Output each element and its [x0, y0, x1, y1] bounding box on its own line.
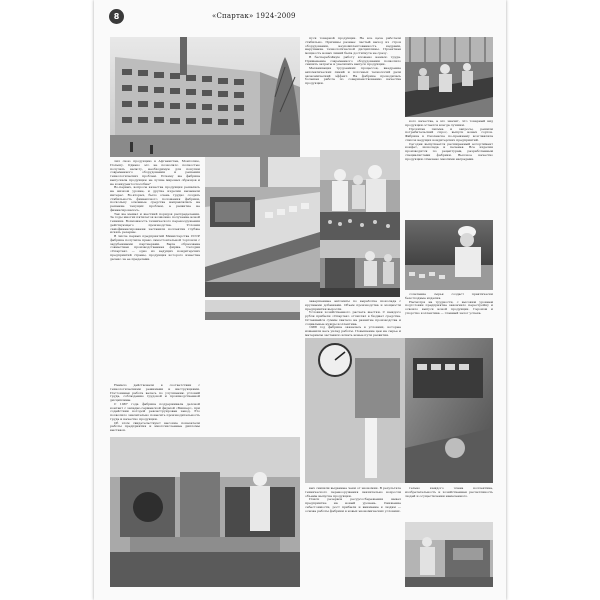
- text-col1-top: [110, 160, 200, 382]
- photo-worker-panel-image: [405, 220, 493, 290]
- paragraph: пуск товарной продукции. Не все цеха работали стабильно. Причины разные: частый выход из строя оборудования, неукомплектованность кадрами, нарушение технологической дисциплины. Проектная мощность новых линий была достигнута не сразу.: [305, 37, 401, 55]
- photo-factory-building-image: [110, 37, 300, 157]
- photo-chocolate-line-image: [110, 437, 300, 587]
- photo-packing-line: [205, 300, 300, 320]
- paragraph: Условия хозяйственного расчета жестки. С каждого рубля прибыли «Спартак» отчислял в бюджет средства. Оставшейся суммы хватало на развитие производства и социальные нужды коллектива.: [305, 310, 401, 326]
- paragraph: Несмотря на трудности, с высоким уровнем подготовки предприятие закончило перестройку и освоило выпуск новой продукции. Героизм и упорство коллектива — главный залог успеха.: [405, 299, 493, 315]
- photo-chocolate-line: [110, 437, 300, 587]
- photo-workers-machines: [320, 240, 400, 297]
- paragraph: Сегодня выпускается расширенный ассортимент конфет, шоколада и печенья. Все изделия производятся по рецептурам, разработанным специалистами фабрики. Высокое качество продукции отмечено многими наградами.: [405, 141, 493, 161]
- text-col3-mid: [405, 293, 493, 335]
- paragraph: Механизация трудоемких процессов, внедрение автоматических линий и поточных технологий дали экономический эффект. На фабрике проводилась большая работа по совершенствованию качества продукции.: [305, 66, 401, 85]
- photo-mechanic-machine: [405, 522, 493, 587]
- magazine-page: [94, 0, 506, 600]
- photo-candy-wrapping: [320, 150, 400, 240]
- paragraph: С 1987 года фабрика поддерживала деловой контакт с западно-германской фирмой «Биккер», при содействии которой реконструирован завод. Это позволило значительно повысить производительность труда и качество продукции.: [110, 401, 200, 421]
- paragraph: сочетание сырья создаст практически безотходные изделия.: [405, 293, 493, 300]
- photo-workers-machines-image: [320, 240, 400, 297]
- text-col1-mid: [110, 384, 200, 434]
- paragraph: В числе первых предприятий Министерства СССР фабрика получила право самостоятельной торговли с зарубежными партнерами. Была образована совместная производственная фирма. Сегодня «Спартак» — одно из ведущих кондитерских предприятий страны, продукция которого известна далеко за ее пределами.: [110, 234, 200, 261]
- text-col2-top: [305, 37, 401, 167]
- paragraph: В бесперебойную работу вложено немало труда. Применение современного оборудования позволило снизить затраты и увеличить выпуск продукции.: [305, 54, 401, 67]
- page-header: [94, 0, 506, 30]
- paragraph: кого качества, а это значит, что товарный вид продукции остается всегда лучшим.: [405, 120, 493, 127]
- running-title: «Спартак» 1924-2009: [212, 12, 296, 20]
- paragraph: лил свою продукцию в Афганистан, Монголию, Польшу. Однако это не позволяло полностью получать валюту, необходимую для покупки современного оборудования и решения технологических проблем. Почему же фабрика выпускала продукцию не лучше мировых образцов и не конкурентоспособна?: [110, 160, 200, 186]
- photo-workers-conveyor-image: [405, 37, 493, 117]
- text-col3-bottom: [405, 487, 493, 517]
- photo-industrial-equipment: [305, 338, 493, 483]
- paragraph: Об этом свидетельствуют высокие показатели работы предприятия и многочисленные дипломы выставок.: [110, 420, 200, 432]
- paragraph: завершенные автоматы по выработке шоколада с крупными добавками. Объем производства и мощности предприятия выросли.: [305, 300, 401, 311]
- paragraph: Поиск резервов ресурсосбережения вывел предприятие на новый уровень. Снижение себестоимости, рост прибыли и внимание к людям — основа работы фабрики в новых экономических условиях.: [305, 497, 401, 513]
- photo-industrial-equipment-image: [305, 338, 493, 483]
- photo-mechanic-machine-image: [405, 522, 493, 587]
- photo-factory-room: [205, 157, 320, 297]
- photo-packing-line-image: [205, 300, 300, 320]
- paragraph: Прочитав письма и запросы, решили потребительский спрос, выпуск новых сортов. Фабрика в Смоленске по-прежнему возглавляла список ведущих кондитерских предприятий.: [405, 126, 493, 142]
- paragraph: 1988 год фабрика оказалась в условиях, которые изменили весь уклад работы. Повышение цен на сырье и материалы заставило искать новые пути развития.: [305, 325, 401, 337]
- paragraph: вых снизили выданные чеки от экономии. В результате технического перевооружения значительно возросли объемы выпуска продукции.: [305, 487, 401, 498]
- photo-worker-panel: [405, 220, 493, 290]
- paragraph: тельно каждого члена коллектива, изобретательность и хозяйственная расчетливость людей и осуществления намеченного.: [405, 487, 493, 498]
- paragraph: Немало действовали в соответствии с технологическими режимами и инструкциями. Постоянная работа велась по улучшению условий труда, соблюдению трудовой и производственной дисциплины.: [110, 384, 200, 402]
- text-col2-bottom: [305, 487, 401, 587]
- text-col3-top: [405, 120, 493, 215]
- paragraph: Во-первых, вопросы качества продукции решались на низком уровне, и другие изделия вызывали интерес. Во-вторых, было очень трудно создать стабильность финансового положения фабрики, поскольку основные средства направлялись на решение текущих проблем, а развитие не финансировалось.: [110, 185, 200, 212]
- photo-workers-conveyor: [405, 37, 493, 117]
- photo-candy-wrapping-image: [320, 150, 400, 240]
- page-number: 8: [109, 9, 124, 24]
- paragraph: Так же мешал и жесткий порядок распределения. За годы многих пятилеток возможно получение новой техники. Возможность технического перевооружения действующего производства. Условия самофинансирования заставили коллектив глубже искать резервы.: [110, 211, 200, 235]
- photo-factory-building: [110, 37, 300, 157]
- photo-factory-room-image: [205, 157, 320, 297]
